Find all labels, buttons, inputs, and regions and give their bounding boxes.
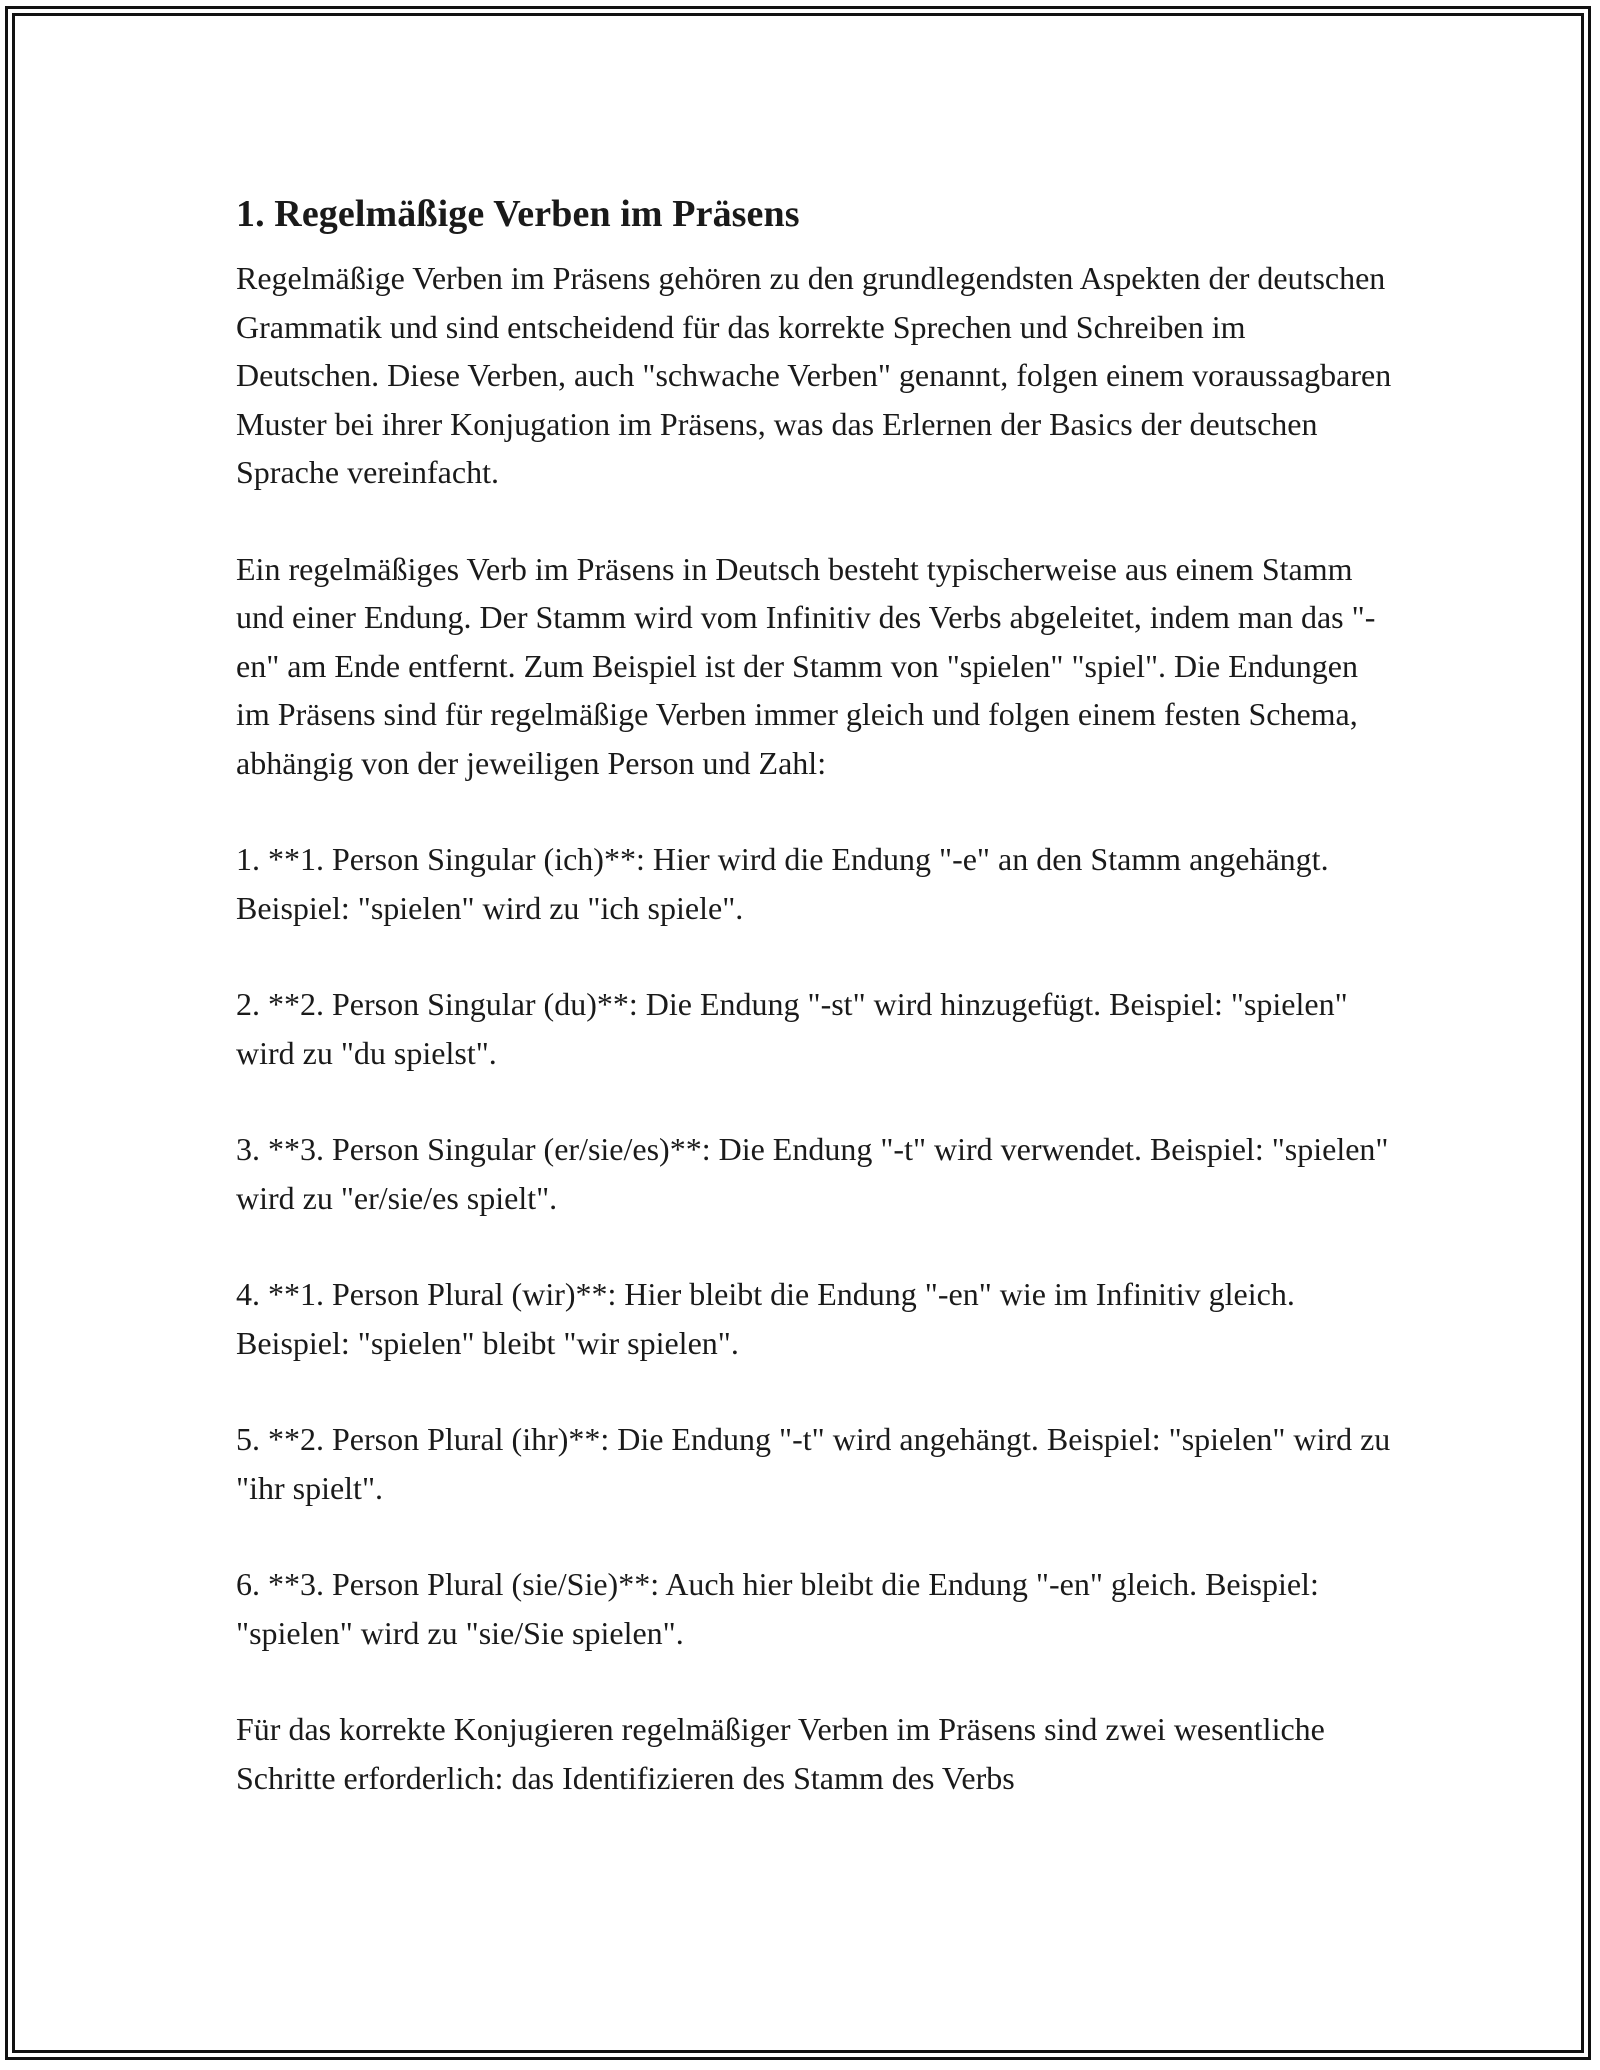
list-item: [236, 1125, 1396, 1222]
list-item: [236, 1560, 1396, 1657]
list-item-number: 2.: [236, 986, 260, 1022]
list-item-number: 6.: [236, 1566, 260, 1602]
list-item-number: 1.: [236, 841, 260, 877]
list-item: [236, 1270, 1396, 1367]
list-item: [236, 980, 1396, 1077]
list-item-number: 4.: [236, 1276, 260, 1312]
stem-ending-paragraph: Ein regelmäßiges Verb im Präsens in Deutsch besteht typischerweise aus einem Stamm und einer Endung. Der Stamm wird vom Infinitiv des Verbs abgeleitet, indem man das "-en" am Ende entfernt. Zum Beispiel ist der Stamm von "spielen" "spiel". Die Endungen im Präsens sind für regelmäßige Verben immer gleich und folgen einem festen Schema, abhängig von der jeweiligen Person und Zahl:: [236, 550, 1376, 781]
list-item-text: **1. Person Singular (ich)**: Hier wird die Endung "-e" an den Stamm angehängt. Beispiel: "spielen" wird zu "ich spiele".: [236, 841, 1329, 926]
document-body: [236, 190, 1396, 1850]
list-item-text: **3. Person Plural (sie/Sie)**: Auch hier bleibt die Endung "-en" gleich. Beispiel: "spielen" wird zu "sie/Sie spielen".: [236, 1566, 1319, 1651]
list-item-text: **1. Person Plural (wir)**: Hier bleibt die Endung "-en" wie im Infinitiv gleich. Beispiel: "spielen" bleibt "wir spielen".: [236, 1276, 1295, 1361]
intro-paragraph: Regelmäßige Verben im Präsens gehören zu den grundlegendsten Aspekten der deutschen Grammatik und sind entscheidend für das korrekte Sprechen und Schreiben im Deutschen. Diese Verben, auch "schwache Verben" genannt, folgen einem voraussagbaren Muster bei ihrer Konjugation im Präsens, was das Erlernen der Basics der deutschen Sprache vereinfacht.: [236, 260, 1392, 490]
section-heading: 1. Regelmäßige Verben im Präsens: [236, 193, 800, 235]
list-item-text: **3. Person Singular (er/sie/es)**: Die Endung "-t" wird verwendet. Beispiel: "spielen" wird zu "er/sie/es spielt".: [236, 1131, 1389, 1216]
list-item-number: 5.: [236, 1421, 260, 1457]
list-item-number: 3.: [236, 1131, 260, 1167]
list-item-text: **2. Person Singular (du)**: Die Endung "-st" wird hinzugefügt. Beispiel: "spielen" wird zu "du spielst".: [236, 986, 1348, 1071]
list-item: [236, 1415, 1396, 1512]
list-item: [236, 835, 1396, 932]
list-item-text: **2. Person Plural (ihr)**: Die Endung "-t" wird angehängt. Beispiel: "spielen" wird zu "ihr spielt".: [236, 1421, 1391, 1506]
closing-paragraph: Für das korrekte Konjugieren regelmäßiger Verben im Präsens sind zwei wesentliche Schritte erforderlich: das Identifizieren des Stamm des Verbs: [236, 1711, 1325, 1796]
